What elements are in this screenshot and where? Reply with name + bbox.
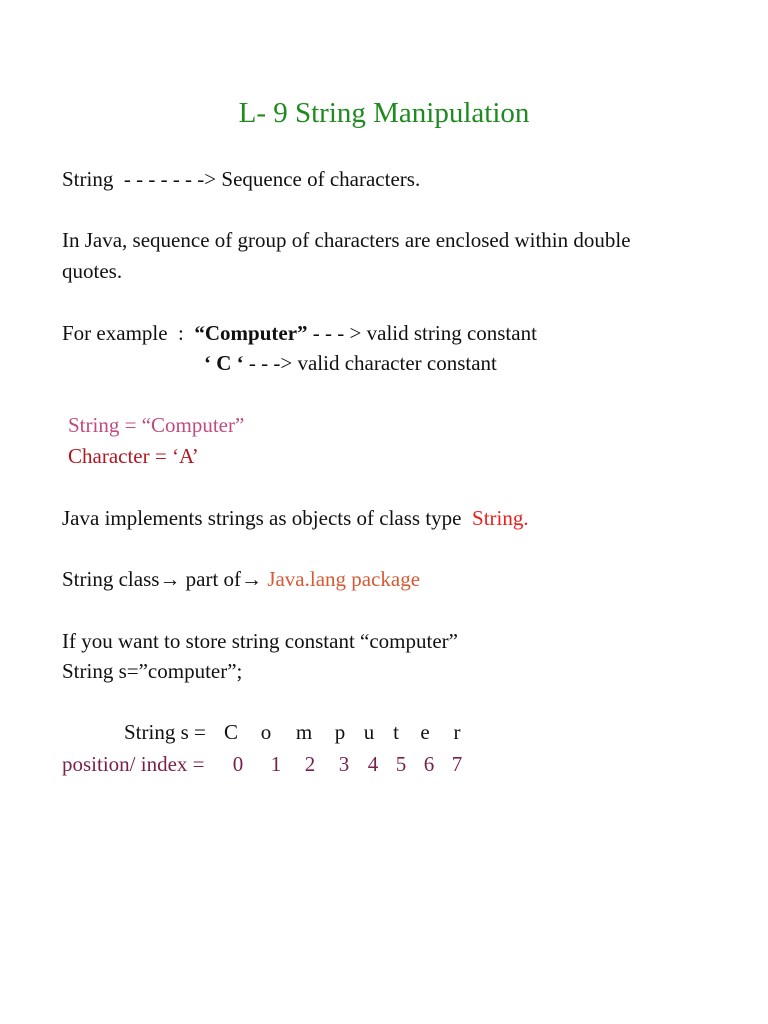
char-cell: r bbox=[453, 720, 461, 744]
string-assignment: String = “Computer” bbox=[68, 413, 245, 437]
char-cell: u bbox=[363, 720, 375, 744]
java-lang-package: Java.lang package bbox=[267, 567, 421, 591]
index-label: position/ index = bbox=[62, 752, 210, 776]
string-class-name: String. bbox=[472, 506, 529, 530]
definition-line: String - - - - - - -> Sequence of characters. bbox=[62, 167, 421, 191]
char-cell: p bbox=[334, 720, 346, 744]
example-string-desc: - - - > valid string constant bbox=[307, 321, 537, 345]
index-cell: 1 bbox=[270, 752, 282, 776]
string-class-text: String class→ part of→ bbox=[62, 567, 268, 591]
index-cell: 0 bbox=[232, 752, 244, 776]
example-string-constant: “Computer” bbox=[194, 321, 308, 345]
implements-text: Java implements strings as objects of class type bbox=[62, 506, 473, 530]
index-cell: 2 bbox=[304, 752, 316, 776]
example-char-constant: ‘ C ‘ bbox=[204, 351, 244, 375]
char-cell: C bbox=[223, 720, 238, 744]
store-line-2: String s=”computer”; bbox=[62, 659, 243, 683]
char-cell: t bbox=[393, 720, 399, 744]
example-prefix: For example : bbox=[62, 321, 195, 345]
example-char-desc: - - -> valid character constant bbox=[243, 351, 497, 375]
char-cell: m bbox=[295, 720, 313, 744]
index-cell: 5 bbox=[395, 752, 407, 776]
example-string-line bbox=[62, 320, 537, 346]
implements-line bbox=[62, 505, 529, 531]
java-quotes-line-1: In Java, sequence of group of characters are enclosed within double bbox=[62, 228, 631, 252]
page-title: L- 9 String Manipulation bbox=[238, 97, 530, 129]
java-quotes-line-2: quotes. bbox=[62, 259, 123, 283]
string-class-line bbox=[62, 566, 420, 592]
index-cell: 6 bbox=[423, 752, 435, 776]
char-cell: o bbox=[260, 720, 272, 744]
character-assignment: Character = ‘A’ bbox=[68, 444, 199, 468]
example-char-line bbox=[204, 350, 497, 376]
chars-label: String s = bbox=[124, 720, 212, 744]
store-line-1: If you want to store string constant “computer” bbox=[62, 629, 458, 653]
char-cell: e bbox=[420, 720, 430, 744]
index-cell: 4 bbox=[367, 752, 379, 776]
index-cell: 7 bbox=[451, 752, 463, 776]
index-cell: 3 bbox=[338, 752, 350, 776]
